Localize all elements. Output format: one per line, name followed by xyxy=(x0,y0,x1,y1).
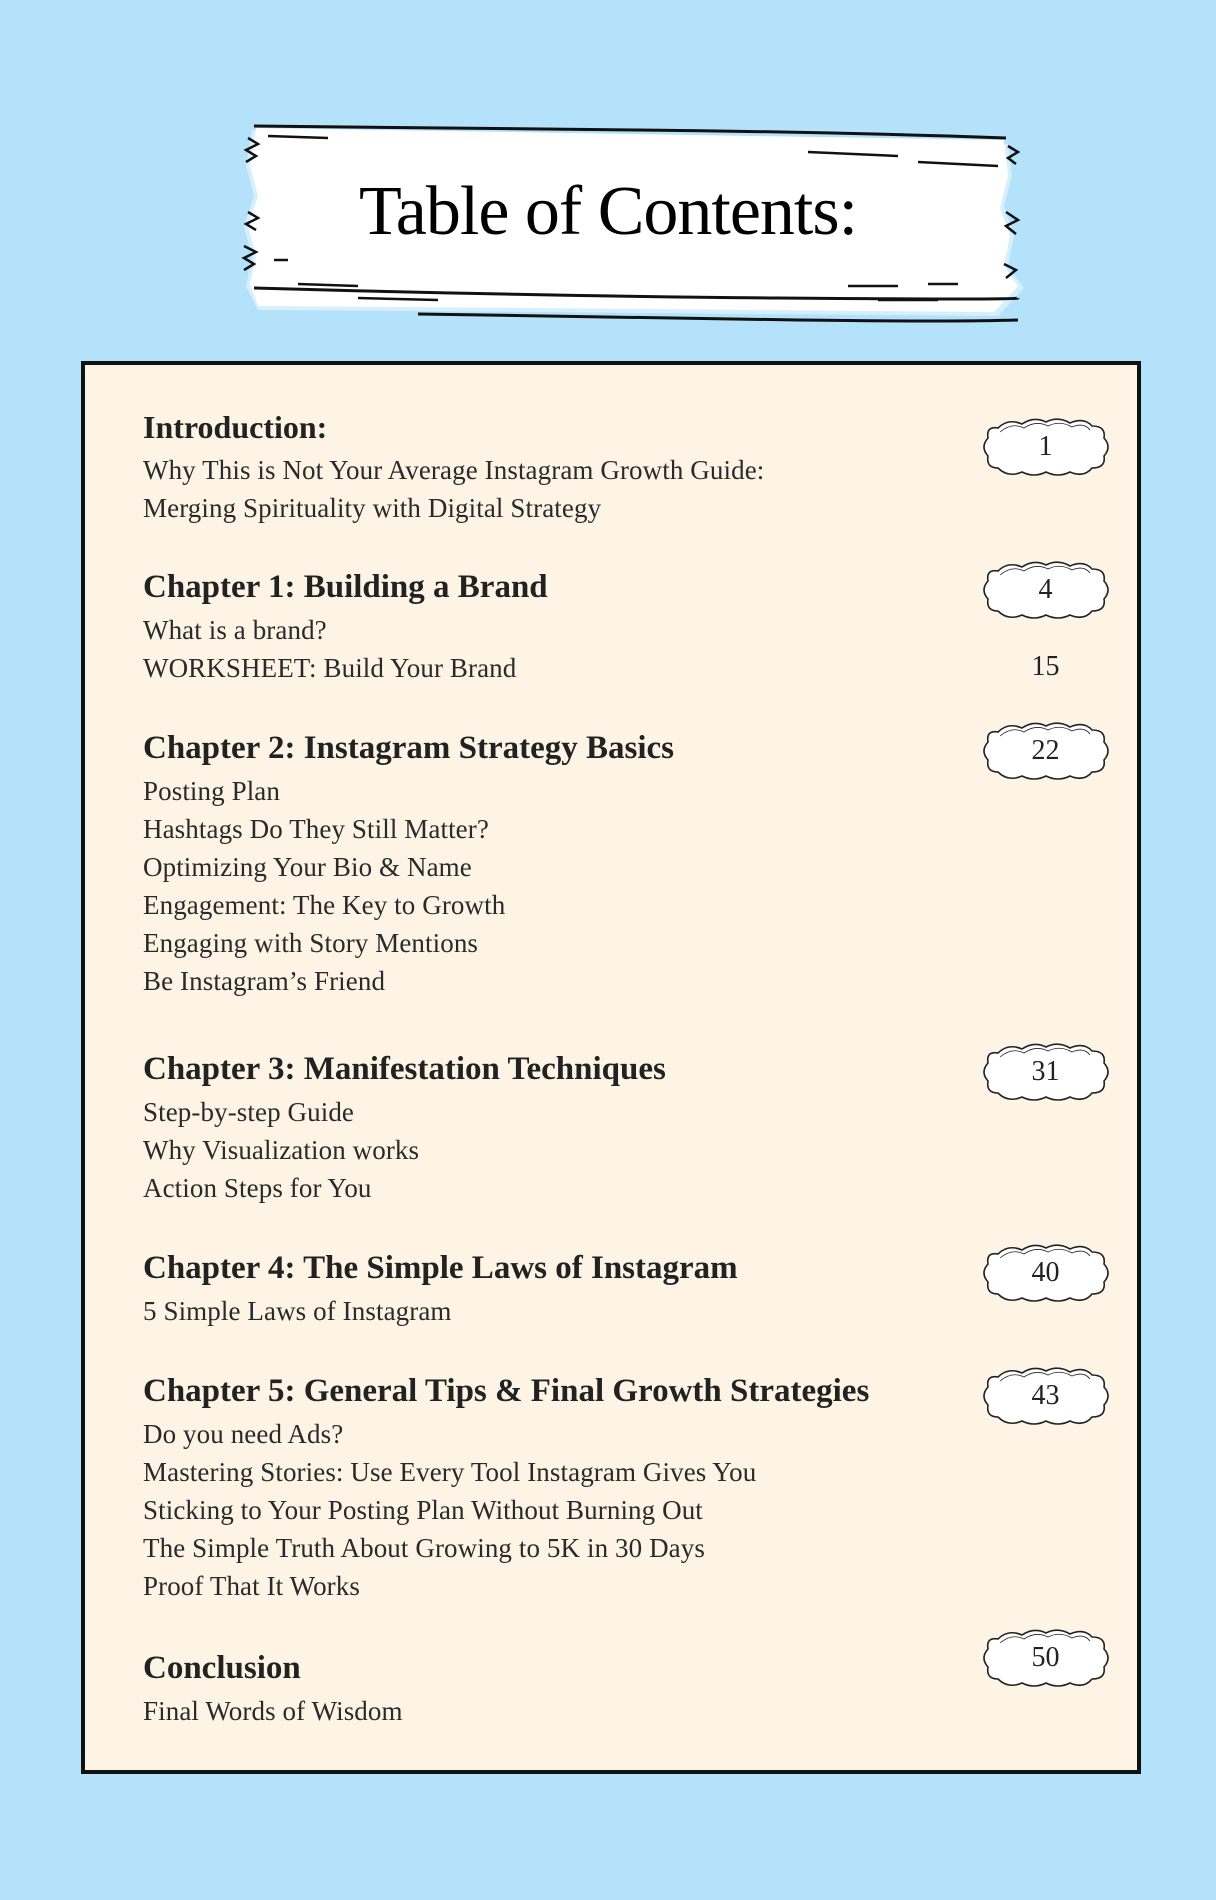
toc-item[interactable]: Posting Plan xyxy=(143,776,280,806)
toc-item[interactable]: What is a brand? xyxy=(143,615,327,645)
toc-item[interactable]: Proof That It Works xyxy=(143,1571,360,1601)
page-number: 31 xyxy=(1031,1056,1060,1087)
page-number: 40 xyxy=(1031,1257,1060,1288)
section-title[interactable]: Chapter 5: General Tips & Final Growth Strategies xyxy=(143,1373,870,1409)
toc-item[interactable]: Hashtags Do They Still Matter? xyxy=(143,814,489,844)
toc-item[interactable]: Be Instagram’s Friend xyxy=(143,966,386,996)
toc-item[interactable]: Step-by-step Guide xyxy=(143,1097,355,1127)
page-number: 4 xyxy=(1038,574,1053,605)
page-number[interactable]: 15 xyxy=(1031,651,1060,682)
toc-item[interactable]: Sticking to Your Posting Plan Without Burning Out xyxy=(143,1495,703,1525)
page-number-badge[interactable] xyxy=(978,1623,1113,1693)
section-title[interactable]: Chapter 3: Manifestation Techniques xyxy=(143,1051,666,1087)
section-title[interactable]: Chapter 4: The Simple Laws of Instagram xyxy=(143,1250,738,1286)
section-title: Introduction: xyxy=(143,409,328,445)
toc-item[interactable]: WORKSHEET: Build Your Brand xyxy=(143,653,517,683)
toc-item[interactable]: Do you need Ads? xyxy=(143,1419,344,1449)
toc-section-conclusion xyxy=(143,1648,963,1730)
section-title[interactable]: Chapter 1: Building a Brand xyxy=(143,569,548,605)
page-number: 22 xyxy=(1031,735,1060,766)
page-number: 43 xyxy=(1031,1380,1060,1411)
toc-section-chapter-4 xyxy=(143,1248,963,1330)
page-number-badge[interactable] xyxy=(978,1361,1113,1431)
toc-item[interactable]: Optimizing Your Bio & Name xyxy=(143,852,472,882)
page-title: Table of Contents: xyxy=(358,173,858,250)
toc-item[interactable]: Final Words of Wisdom xyxy=(143,1696,403,1726)
section-title[interactable]: Conclusion xyxy=(143,1650,301,1686)
toc-section-chapter-3 xyxy=(143,1049,963,1207)
toc-section-chapter-2 xyxy=(143,728,963,1000)
page-number: 1 xyxy=(1038,431,1053,462)
toc-item[interactable]: Merging Spirituality with Digital Strategy xyxy=(143,493,602,523)
title-banner xyxy=(238,116,1028,336)
toc-item[interactable]: Engagement: The Key to Growth xyxy=(143,890,506,920)
page-number: 50 xyxy=(1031,1642,1060,1673)
toc-item[interactable]: 5 Simple Laws of Instagram xyxy=(143,1296,452,1326)
toc-section-chapter-1 xyxy=(143,567,963,687)
page-number-badge[interactable] xyxy=(978,555,1113,625)
page-number-badge[interactable] xyxy=(978,412,1113,482)
toc-item[interactable]: Action Steps for You xyxy=(143,1173,372,1203)
toc-item[interactable]: Mastering Stories: Use Every Tool Instagram Gives You xyxy=(143,1457,757,1487)
toc-section-introduction xyxy=(143,407,963,527)
toc-panel xyxy=(81,361,1141,1774)
toc-item[interactable]: Why Visualization works xyxy=(143,1135,420,1165)
toc-section-chapter-5 xyxy=(143,1371,963,1605)
toc-item[interactable]: The Simple Truth About Growing to 5K in 30 Days xyxy=(143,1533,705,1563)
toc-item[interactable]: Engaging with Story Mentions xyxy=(143,928,479,958)
page-number-badge[interactable] xyxy=(978,1037,1113,1107)
section-title[interactable]: Chapter 2: Instagram Strategy Basics xyxy=(143,730,675,766)
toc-item[interactable]: Why This is Not Your Average Instagram Growth Guide: xyxy=(143,455,765,485)
page-number-badge[interactable] xyxy=(978,1238,1113,1308)
page-number-badge[interactable] xyxy=(978,716,1113,786)
